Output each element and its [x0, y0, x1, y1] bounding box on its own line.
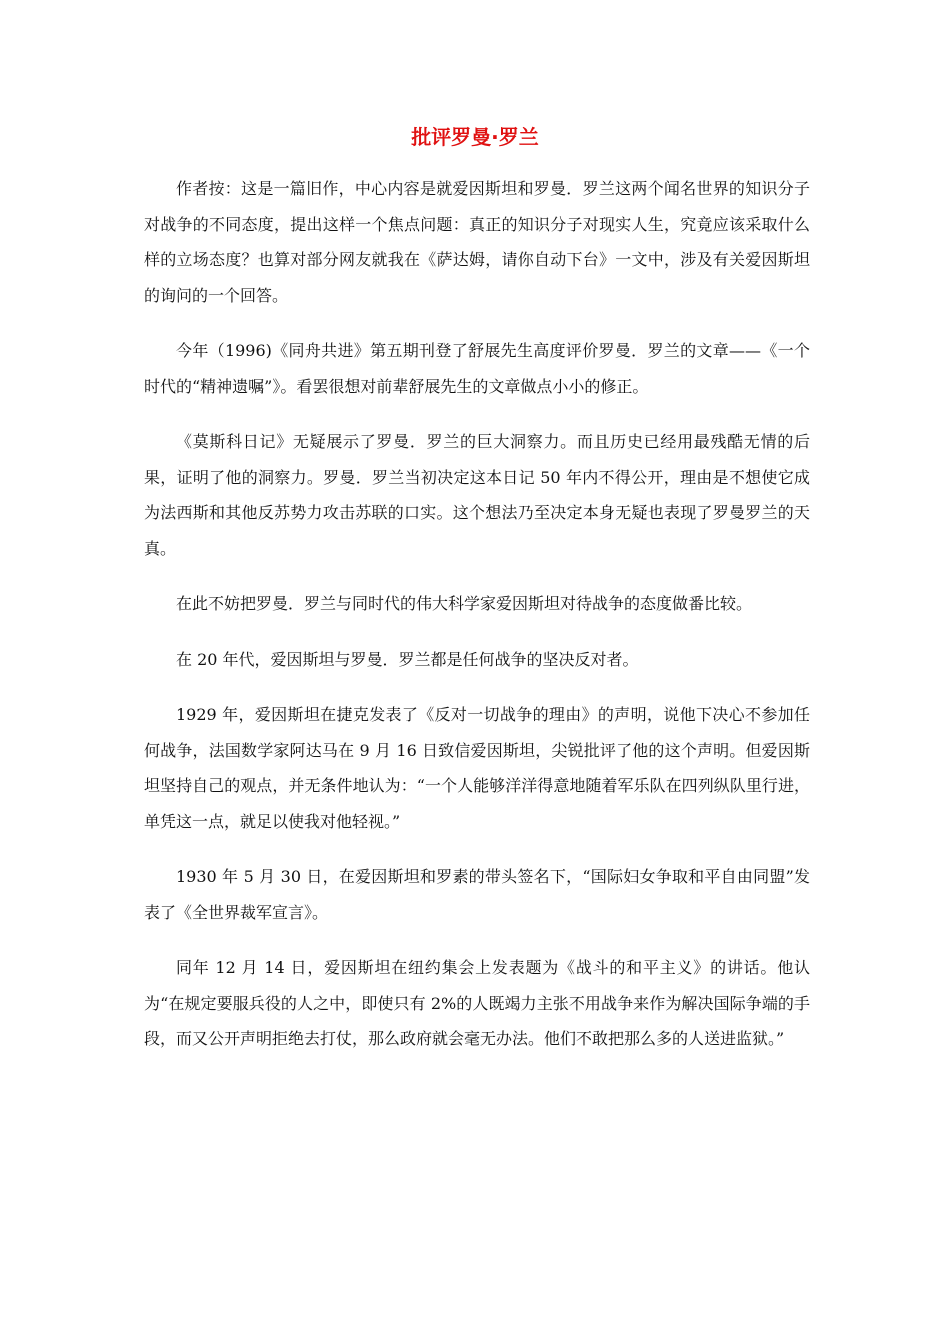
document-title: 批评罗曼·罗兰	[411, 125, 539, 149]
paragraph-moscow-diary: 《莫斯科日记》无疑展示了罗曼．罗兰的巨大洞察力。而且历史已经用最残酷无情的后果，证明了他的洞察力。罗曼．罗兰当初决定这本日记 50 年内不得公开，理由是不想使它成为法西斯和其他反苏势力攻击苏联的口实。这个想法乃至决定本身无疑也表现了罗曼罗兰的天真。	[144, 432, 810, 558]
paragraph-1930-speech: 同年 12 月 14 日，爱因斯坦在纽约集会上发表题为《战斗的和平主义》的讲话。他认为“在规定要服兵役的人之中，即使只有 2%的人既竭力主张不用战争来作为解决国际争端的手段，而又公开声明拒绝去打仗，那么政府就会毫无办法。他们不敢把那么多的人送进监狱。”	[144, 958, 810, 1048]
paragraph-1929: 1929 年，爱因斯坦在捷克发表了《反对一切战争的理由》的声明，说他下决心不参加任何战争，法国数学家阿达马在 9 月 16 日致信爱因斯坦，尖锐批评了他的这个声明。但爱因斯坦坚持自己的观点，并无条件地认为：“一个人能够洋洋得意地随着军乐队在四列纵队里行进，单凭这一点，就足以使我对他轻视。”	[144, 705, 810, 831]
paragraph-1920s: 在 20 年代，爱因斯坦与罗曼．罗兰都是任何战争的坚决反对者。	[176, 649, 639, 669]
paragraph-1930-declaration: 1930 年 5 月 30 日，在爱因斯坦和罗素的带头签名下，“国际妇女争取和平自由同盟”发表了《全世界裁军宣言》。	[144, 867, 810, 922]
paragraph-1996-article: 今年（1996)《同舟共进》第五期刊登了舒展先生高度评价罗曼．罗兰的文章——《一个时代的“精神遗嘱”》。看罢很想对前辈舒展先生的文章做点小小的修正。	[144, 341, 810, 396]
paragraph-author-note: 作者按：这是一篇旧作，中心内容是就爱因斯坦和罗曼．罗兰这两个闻名世界的知识分子对战争的不同态度，提出这样一个焦点问题：真正的知识分子对现实人生，究竟应该采取什么样的立场态度？也算对部分网友就我在《萨达姆，请你自动下台》一文中，涉及有关爱因斯坦的询问的一个回答。	[144, 179, 810, 305]
document-body	[144, 171, 810, 1077]
paragraph-comparison: 在此不妨把罗曼．罗兰与同时代的伟大科学家爱因斯坦对待战争的态度做番比较。	[176, 594, 753, 613]
